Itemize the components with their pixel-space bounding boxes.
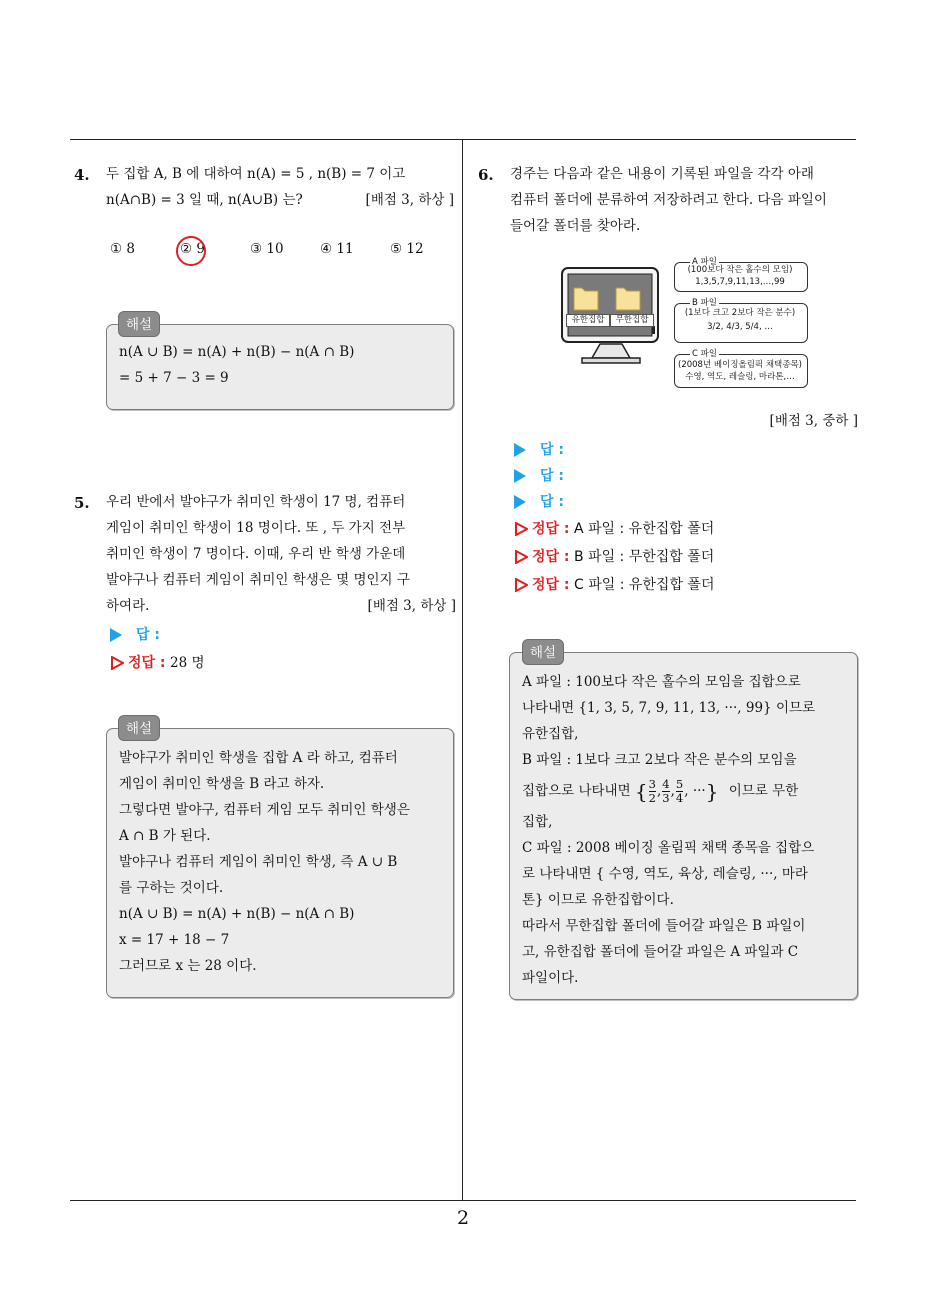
choice-4[interactable]: ④ 11 [320,241,354,257]
answer-arrow-icon [514,469,526,483]
q6-correct-row-1 [514,516,714,542]
q6-answer-label-2[interactable]: 답 : [540,468,564,484]
q6-correct-value-3: C 파일 : 유한집합 폴더 [573,577,715,593]
answer-arrow-icon [514,443,526,457]
q5-line5 [106,593,456,619]
q6-solution-line11: 고, 유한집합 폴더에 들어갈 파일은 A 파일과 C [522,944,799,960]
q4-line1: 두 집합 A, B 에 대하여 n(A) = 5 , n(B) = 7 이고 [106,166,406,182]
bottom-rule [70,1200,856,1201]
fraction-2: $\frac{4}{3}$ [662,777,670,805]
q6-line3: 들어갈 폴더를 찾아라. [510,218,641,234]
q6-solution-line5-text: 집합으로 나타내면 [522,783,631,799]
fraction-1: $\frac{3}{2}$ [648,777,656,805]
folder-icon[interactable] [616,288,640,310]
q6-line1: 경주는 다음과 같은 내용이 기록된 파일을 각각 아래 [510,166,814,182]
q6-correct-value-2: B 파일 : 무한집합 폴더 [573,549,715,565]
choice-1[interactable]: ① 8 [110,241,135,257]
correct-arrow-icon [110,656,124,670]
q6-body [510,161,860,239]
file-c-line2: 수영, 역도, 레슬링, 마라톤,… [685,372,795,382]
q5-solution-body [119,745,443,979]
q6-solution-line4: B 파일 : 1보다 크고 2보다 작은 분수의 모임을 [522,752,797,768]
q6-correct-row-3 [514,572,714,598]
q6-solution-line12: 파일이다. [522,970,579,986]
q6-solution-line7: C 파일 : 2008 베이징 올림픽 채택 종목을 집합으 [522,840,815,856]
q6-solution-line8: 로 나타내면 { 수영, 역도, 육상, 레슬링, ···, 마라 [522,866,808,882]
q6-correct-label-1: 정답 : [532,521,570,537]
q5-solution-line5: 발야구나 컴퓨터 게임이 취미인 학생, 즉 A ∪ B [119,854,398,870]
q5-solution-line7: n(A ∪ B) = n(A) + n(B) − n(A ∩ B) [119,906,355,922]
q5-solution-line1: 발야구가 취미인 학생을 집합 A 라 하고, 컴퓨터 [119,750,398,766]
q5-line1: 우리 반에서 발야구가 취미인 학생이 17 명, 컴퓨터 [106,494,406,510]
q6-solution-body [522,669,846,991]
q4-score: [배점 3, 하상 ] [365,192,454,208]
column-divider [462,139,463,1201]
file-b-label: B 파일 [692,298,717,308]
q5-correct-row [110,650,205,676]
q5-solution-box [106,728,454,998]
q4-line2: n(A∩B) = 3 일 때, n(A∪B) 는? [106,192,303,208]
correct-arrow-icon [514,550,528,564]
q6-answer-row-1 [514,437,564,463]
top-rule [70,139,856,140]
q6-correct-value-1: A 파일 : 유한집합 폴더 [573,521,715,537]
q6-correct-label-2: 정답 : [532,549,570,565]
q6-score: [배점 3, 중하 ] [769,413,858,429]
choice-3[interactable]: ③ 10 [250,241,284,257]
q5-solution-line3: 그렇다면 발야구, 컴퓨터 게임 모두 취미인 학생은 [119,802,410,818]
file-b-line1: (1보다 크고 2보다 작은 분수) [684,308,796,318]
q4-number: 4. [74,166,90,184]
file-c-line1: (2008년 베이징올림픽 채택종목) [678,360,802,370]
q6-answer-row-2 [514,463,564,489]
file-b-line2: 3/2, 4/3, 5/4, … [707,322,773,332]
q4-solution-line2: = 5 + 7 − 3 = 9 [119,370,229,386]
q6-solution-line9: 톤} 이므로 유한집합이다. [522,892,674,908]
choice-5[interactable]: ⑤ 12 [390,241,424,257]
q5-solution-line6: 를 구하는 것이다. [119,880,224,896]
q6-answer-label-1[interactable]: 답 : [540,442,564,458]
correct-arrow-icon [514,578,528,592]
file-a-label: A 파일 [692,257,717,267]
q4-solution-box [106,324,454,410]
q6-solution-box [509,652,858,1000]
fraction-tail: ··· [692,783,706,799]
q6-answer-row-3 [514,489,564,515]
q5-last-line: 하여라. [106,598,150,614]
q4-solution-body [119,339,439,391]
q6-solution-line6: 집합, [522,814,553,830]
q5-body [106,489,456,619]
folder-finite-label[interactable]: 유한집합 [566,314,610,327]
q5-solution-line8: x = 17 + 18 − 7 [119,932,230,948]
q5-correct-value: 28 명 [169,655,205,671]
q5-score: [배점 3, 하상 ] [367,598,456,614]
q6-answer-label-3[interactable]: 답 : [540,494,564,510]
q5-number: 5. [74,494,90,512]
answer-arrow-icon [110,628,122,642]
q6-solution-label: 해설 [522,639,564,665]
q5-line4: 발야구나 컴퓨터 게임이 취미인 학생은 몇 명인지 구 [106,572,410,588]
q5-line3: 취미인 학생이 7 명이다. 이때, 우리 반 학생 가운데 [106,546,406,562]
q6-solution-line10: 따라서 무한집합 폴더에 들어갈 파일은 B 파일이 [522,918,806,934]
q6-correct-label-3: 정답 : [532,577,570,593]
q5-solution-line2: 게임이 취미인 학생을 B 라고 하자. [119,776,325,792]
q6-solution-line5: 집합으로 나타내면 { $\frac{3}{2}$ , $\frac{4}{3}$ , $\frac{5}{4}$ , ···} 이므로 무한 [522,777,799,805]
fraction-3: $\frac{5}{4}$ [675,777,684,805]
q6-solution-line1: A 파일 : 100보다 작은 홀수의 모임을 집합으로 [522,674,801,690]
q5-answer-label[interactable]: 답 : [136,627,160,643]
selected-answer-circle [176,236,206,266]
q5-solution-line4: A ∩ B 가 된다. [119,828,211,844]
q6-solution-line2: 나타내면 {1, 3, 5, 7, 9, 11, 13, ···, 99} 이므로 [522,700,816,716]
q6-number: 6. [478,166,494,184]
q4-solution-line1: n(A ∪ B) = n(A) + n(B) − n(A ∩ B) [119,344,355,360]
q4-solution-label: 해설 [118,311,160,337]
choice-2[interactable]: ② 9 [180,241,205,257]
q6-solution-line5-tail: 이므로 무한 [728,783,799,799]
page-number: 2 [456,1207,470,1229]
q5-solution-label: 해설 [118,715,160,741]
answer-arrow-icon [514,495,526,509]
file-a-line1: (100보다 작은 홀수의 모임) [687,265,793,275]
folder-icon[interactable] [574,288,598,310]
q6-solution-line3: 유한집합, [522,726,579,742]
correct-arrow-icon [514,522,528,536]
q5-solution-line9: 그러므로 x 는 28 이다. [119,958,257,974]
q6-line2: 컴퓨터 폴더에 분류하여 저장하려고 한다. 다음 파일이 [510,192,827,208]
q5-line2: 게임이 취미인 학생이 18 명이다. 또 , 두 가지 전부 [106,520,406,536]
folder-infinite-label[interactable]: 무한집합 [610,314,654,327]
file-c-label: C 파일 [692,349,718,359]
q5-answer-row [110,622,160,648]
q5-correct-label: 정답 : [128,655,166,671]
q4-choices [108,241,438,263]
file-a-line2: 1,3,5,7,9,11,13,…,99 [695,277,785,287]
fraction-set: { [634,779,648,804]
q6-correct-row-2 [514,544,714,570]
